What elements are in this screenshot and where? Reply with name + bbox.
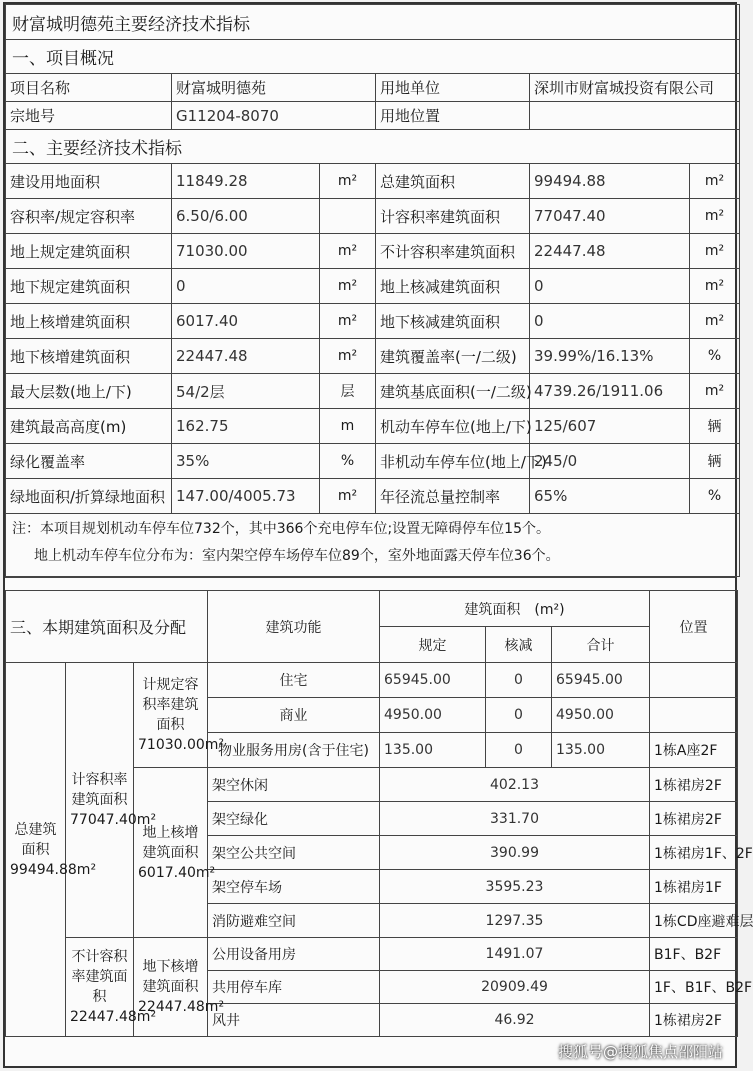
below-added-row bbox=[6, 938, 738, 971]
indicator-left-value: 6.50/6.00 bbox=[172, 199, 320, 234]
added-area-value: 20909.49 bbox=[380, 971, 650, 1004]
section-heading-indicators: 二、主要经济技术指标 bbox=[6, 130, 740, 164]
land-location-label: 用地位置 bbox=[376, 102, 530, 130]
total-area-value: 4950.00 bbox=[552, 698, 650, 733]
col-location-header: 位置 bbox=[650, 591, 738, 663]
location-value: 1栋裙房1F bbox=[650, 870, 738, 904]
total-area-value: 65945.00 bbox=[552, 663, 650, 698]
indicator-left-value: 147.00/4005.73 bbox=[172, 479, 320, 514]
indicator-row bbox=[6, 444, 740, 479]
indicator-right-value: 0 bbox=[530, 304, 690, 339]
project-name-value: 财富城明德苑 bbox=[172, 74, 376, 102]
indicator-right-label: 机动车停车位(地上/下) bbox=[376, 409, 530, 444]
location-value: 1栋裙房2F bbox=[650, 802, 738, 836]
indicator-right-label: 建筑覆盖率(一/二级) bbox=[376, 339, 530, 374]
indicator-left-unit: m² bbox=[320, 304, 376, 339]
document-title: 财富城明德苑主要经济技术指标 bbox=[6, 5, 740, 40]
indicator-left-value: 22447.48 bbox=[172, 339, 320, 374]
watermark: 搜狐号@搜狐焦点邵阳站 bbox=[557, 1043, 723, 1061]
indicator-left-label: 地上规定建筑面积 bbox=[6, 234, 172, 269]
location-value: 1栋A座2F bbox=[650, 733, 738, 768]
indicator-right-value: 65% bbox=[530, 479, 690, 514]
col-planned-header: 规定 bbox=[380, 627, 486, 663]
indicator-right-value: 99494.88 bbox=[530, 164, 690, 199]
indicator-row bbox=[6, 164, 740, 199]
col-area-header: 建筑面积 (m²) bbox=[380, 591, 650, 627]
indicator-left-unit: m² bbox=[320, 339, 376, 374]
location-value: 1栋裙房1F、2F bbox=[650, 836, 738, 870]
indicator-right-label: 建筑基底面积(一/二级) bbox=[376, 374, 530, 409]
indicator-left-unit: % bbox=[320, 444, 376, 479]
indicator-right-label: 总建筑面积 bbox=[376, 164, 530, 199]
function-name: 共用停车库 bbox=[208, 971, 380, 1004]
function-name: 架空公共空间 bbox=[208, 836, 380, 870]
land-user-label: 用地单位 bbox=[376, 74, 530, 102]
indicator-row bbox=[6, 374, 740, 409]
indicator-left-label: 地下规定建筑面积 bbox=[6, 269, 172, 304]
indicator-right-label: 年径流总量控制率 bbox=[376, 479, 530, 514]
parcel-no-value: G11204-8070 bbox=[172, 102, 376, 130]
indicator-left-unit: m² bbox=[320, 164, 376, 199]
indicator-left-value: 71030.00 bbox=[172, 234, 320, 269]
function-name: 风井 bbox=[208, 1004, 380, 1037]
indicator-left-label: 最大层数(地上/下) bbox=[6, 374, 172, 409]
indicator-right-label: 非机动车停车位(地上/下) bbox=[376, 444, 530, 479]
function-name: 架空休闲 bbox=[208, 768, 380, 802]
indicator-row bbox=[6, 199, 740, 234]
adjust-area-value: 0 bbox=[486, 733, 552, 768]
indicator-right-value: 77047.40 bbox=[530, 199, 690, 234]
planned-area-value: 65945.00 bbox=[380, 663, 486, 698]
indicator-left-label: 建设用地面积 bbox=[6, 164, 172, 199]
indicator-left-unit bbox=[320, 199, 376, 234]
indicator-row bbox=[6, 304, 740, 339]
document-sheet bbox=[3, 2, 753, 1068]
section-heading-distribution: 三、本期建筑面积及分配 bbox=[6, 591, 208, 663]
indicator-left-label: 绿地面积/折算绿地面积 bbox=[6, 479, 172, 514]
indicator-left-value: 54/2层 bbox=[172, 374, 320, 409]
total-area-label: 总建筑面积99494.88m² bbox=[6, 663, 66, 1037]
indicator-row bbox=[6, 269, 740, 304]
section-gap bbox=[5, 577, 735, 590]
indicator-left-unit: m² bbox=[320, 234, 376, 269]
indicator-left-label: 地上核增建筑面积 bbox=[6, 304, 172, 339]
indicator-left-value: 0 bbox=[172, 269, 320, 304]
indicator-left-label: 绿化覆盖率 bbox=[6, 444, 172, 479]
indicator-right-unit: m² bbox=[690, 304, 740, 339]
parcel-no-label: 宗地号 bbox=[6, 102, 172, 130]
col-total-header: 合计 bbox=[552, 627, 650, 663]
total-area-value: 135.00 bbox=[552, 733, 650, 768]
indicator-right-label: 地上核减建筑面积 bbox=[376, 269, 530, 304]
above-added-area-label: 地上核增建筑面积6017.40m² bbox=[134, 768, 208, 938]
indicator-row bbox=[6, 409, 740, 444]
project-name-label: 项目名称 bbox=[6, 74, 172, 102]
added-area-value: 402.13 bbox=[380, 768, 650, 802]
function-name: 消防避难空间 bbox=[208, 904, 380, 938]
indicator-right-unit: m² bbox=[690, 199, 740, 234]
function-name: 架空停车场 bbox=[208, 870, 380, 904]
indicator-left-label: 容积率/规定容积率 bbox=[6, 199, 172, 234]
parking-note bbox=[6, 514, 740, 577]
indicator-right-label: 地下核减建筑面积 bbox=[376, 304, 530, 339]
indicator-right-value: 125/607 bbox=[530, 409, 690, 444]
location-value: 1F、B1F、B2F bbox=[650, 971, 738, 1004]
indicator-table bbox=[5, 4, 740, 577]
indicator-right-label: 不计容积率建筑面积 bbox=[376, 234, 530, 269]
planned-far-area-label: 计规定容积率建筑面积71030.00m² bbox=[134, 663, 208, 768]
planned-area-value: 4950.00 bbox=[380, 698, 486, 733]
section-heading-overview: 一、项目概况 bbox=[6, 40, 740, 74]
indicator-right-label: 计容积率建筑面积 bbox=[376, 199, 530, 234]
indicator-right-unit: % bbox=[690, 339, 740, 374]
indicator-right-unit: m² bbox=[690, 234, 740, 269]
indicator-left-value: 162.75 bbox=[172, 409, 320, 444]
indicator-row bbox=[6, 234, 740, 269]
function-name: 架空绿化 bbox=[208, 802, 380, 836]
indicator-left-unit: m² bbox=[320, 269, 376, 304]
indicator-left-unit: m bbox=[320, 409, 376, 444]
indicator-right-value: 245/0 bbox=[530, 444, 690, 479]
location-value bbox=[650, 663, 738, 698]
indicator-right-unit: m² bbox=[690, 269, 740, 304]
land-user-value: 深圳市财富城投资有限公司 bbox=[530, 74, 740, 102]
note-line-2: 地上机动车停车位分布为：室内架空停车场停车位89个，室外地面露天停车位36个。 bbox=[34, 548, 560, 564]
below-added-area-label: 地下核增建筑面积22447.48m² bbox=[134, 938, 208, 1037]
location-value: 1栋CD座避难层 bbox=[650, 904, 738, 938]
indicator-left-unit: 层 bbox=[320, 374, 376, 409]
nonfar-area-label: 不计容积率建筑面积22447.48m² bbox=[66, 938, 134, 1037]
indicator-left-value: 6017.40 bbox=[172, 304, 320, 339]
added-area-value: 390.99 bbox=[380, 836, 650, 870]
indicator-left-value: 35% bbox=[172, 444, 320, 479]
col-adjust-header: 核减 bbox=[486, 627, 552, 663]
indicator-row bbox=[6, 479, 740, 514]
land-location-value bbox=[530, 102, 740, 130]
planned-area-value: 135.00 bbox=[380, 733, 486, 768]
indicator-left-value: 11849.28 bbox=[172, 164, 320, 199]
location-value: B1F、B2F bbox=[650, 938, 738, 971]
added-area-value: 46.92 bbox=[380, 1004, 650, 1037]
note-line-1: 注：本项目规划机动车停车位732个，其中366个充电停车位;设置无障碍停车位15个。 bbox=[12, 521, 550, 537]
indicator-right-unit: % bbox=[690, 479, 740, 514]
far-area-label: 计容积率建筑面积77047.40m² bbox=[66, 663, 134, 938]
indicator-right-unit: 辆 bbox=[690, 444, 740, 479]
col-function-header: 建筑功能 bbox=[208, 591, 380, 663]
indicator-right-unit: m² bbox=[690, 164, 740, 199]
function-name: 住宅 bbox=[208, 663, 380, 698]
indicator-right-value: 39.99%/16.13% bbox=[530, 339, 690, 374]
added-area-value: 3595.23 bbox=[380, 870, 650, 904]
function-name: 公用设备用房 bbox=[208, 938, 380, 971]
indicator-right-value: 4739.26/1911.06 bbox=[530, 374, 690, 409]
area-distribution-table bbox=[5, 590, 753, 1037]
added-area-value: 1297.35 bbox=[380, 904, 650, 938]
location-value: 1栋裙房2F bbox=[650, 1004, 738, 1037]
adjust-area-value: 0 bbox=[486, 663, 552, 698]
indicator-left-unit: m² bbox=[320, 479, 376, 514]
location-value bbox=[650, 698, 738, 733]
indicator-right-value: 22447.48 bbox=[530, 234, 690, 269]
added-area-value: 1491.07 bbox=[380, 938, 650, 971]
added-area-value: 331.70 bbox=[380, 802, 650, 836]
indicator-right-value: 0 bbox=[530, 269, 690, 304]
location-value: 1栋裙房2F bbox=[650, 768, 738, 802]
indicator-row bbox=[6, 339, 740, 374]
indicator-left-label: 地下核增建筑面积 bbox=[6, 339, 172, 374]
indicator-right-unit: m² bbox=[690, 374, 740, 409]
indicator-left-label: 建筑最高高度(m) bbox=[6, 409, 172, 444]
planned-area-row bbox=[6, 663, 738, 698]
adjust-area-value: 0 bbox=[486, 698, 552, 733]
indicator-right-unit: 辆 bbox=[690, 409, 740, 444]
function-name: 商业 bbox=[208, 698, 380, 733]
function-name: 物业服务用房(含于住宅) bbox=[208, 733, 380, 768]
